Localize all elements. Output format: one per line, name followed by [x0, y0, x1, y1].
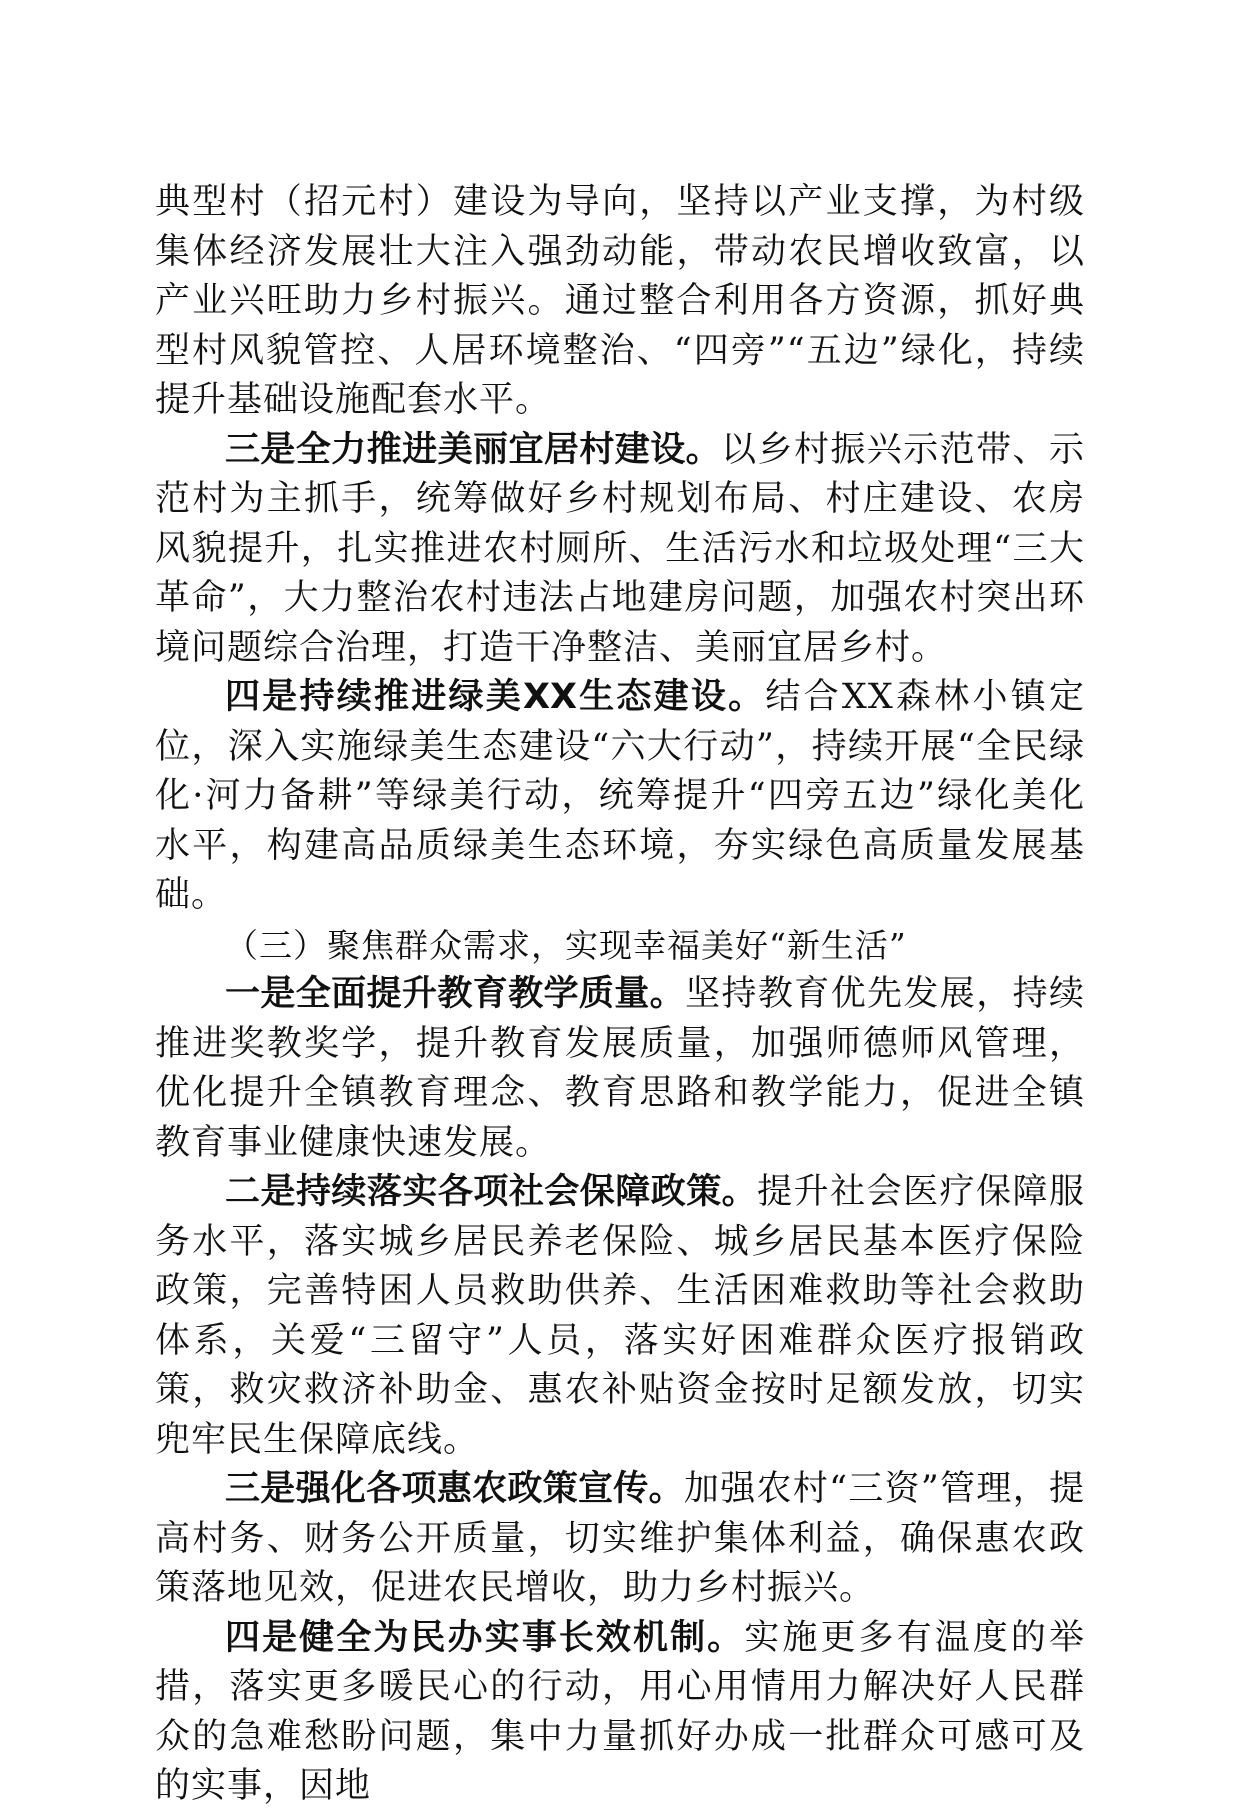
paragraph-lead: 一是全面提升教育教学质量。 — [225, 974, 686, 1014]
paragraph-text: 实施更多有温度的举措，落实更多暖民心的行动，用心用情用力解决好人民群众的急难愁盼问题，集中力量抓好办成一批群众可感可及的实事，因地 — [155, 1617, 1085, 1806]
paragraph-lead: 二是持续落实各项社会保障政策。 — [225, 1172, 758, 1212]
paragraph-green-ecology — [155, 673, 1085, 921]
section-heading-text: （三）聚焦群众需求，实现幸福美好“新生活” — [225, 925, 907, 965]
paragraph-social-security — [155, 1168, 1085, 1465]
paragraph-lead: 三是全力推进美丽宜居村建设。 — [225, 429, 722, 470]
paragraph-text: 提升社会医疗保障服务水平，落实城乡居民养老保险、城乡居民基本医疗保险政策，完善特困人员救助供养、生活困难救助等社会救助体系，关爱“三留守”人员，落实好困难群众医疗报销政策，救灾救济补助金、惠农补贴资金按时足额发放，切实兜牢民生保障底线。 — [155, 1172, 1085, 1460]
document-body — [155, 178, 1085, 1812]
paragraph-lead: 三是强化各项惠农政策宣传。 — [225, 1469, 684, 1509]
paragraph-lead: 四是健全为民办实事长效机制。 — [225, 1617, 745, 1658]
paragraph-beautiful-livable-village — [155, 426, 1085, 674]
section-heading-three — [155, 921, 1085, 971]
paragraph-agricultural-policy — [155, 1465, 1085, 1614]
paragraph-lead: 四是持续推进绿美XX生态建设。 — [225, 677, 766, 717]
paragraph-text: 结合XX森林小镇定位，深入实施绿美生态建设“六大行动”，持续开展“全民绿化·河力备耕”等绿美行动，统筹提升“四旁五边”绿化美化水平，构建高品质绿美生态环境，夯实绿色高质量发展基础。 — [155, 677, 1085, 915]
paragraph-practical-affairs — [155, 1614, 1085, 1812]
paragraph-text: 坚持教育优先发展，持续推进奖教奖学，提升教育发展质量，加强师德师风管理，优化提升全镇教育理念、教育思路和教学能力，促进全镇教育事业健康快速发展。 — [155, 974, 1085, 1163]
paragraph-education-quality — [155, 970, 1085, 1168]
paragraph-text: 典型村（招元村）建设为导向，坚持以产业支撑，为村级集体经济发展壮大注入强劲动能，带动农民增收致富，以产业兴旺助力乡村振兴。通过整合利用各方资源，抓好典型村风貌管控、人居环境整治、“四旁”“五边”绿化，持续提升基础设施配套水平。 — [155, 182, 1085, 420]
paragraph-continuation — [155, 178, 1085, 426]
paragraph-text: 加强农村“三资”管理，提高村务、财务公开质量，切实维护集体利益，确保惠农政策落地见效，促进农民增收，助力乡村振兴。 — [155, 1469, 1085, 1608]
paragraph-text: 以乡村振兴示范带、示范村为主抓手，统筹做好乡村规划布局、村庄建设、农房风貌提升，扎实推进农村厕所、生活污水和垃圾处理“三大革命”，大力整治农村违法占地建房问题，加强农村突出环境问题综合治理，打造干净整洁、美丽宜居乡村。 — [155, 429, 1085, 668]
